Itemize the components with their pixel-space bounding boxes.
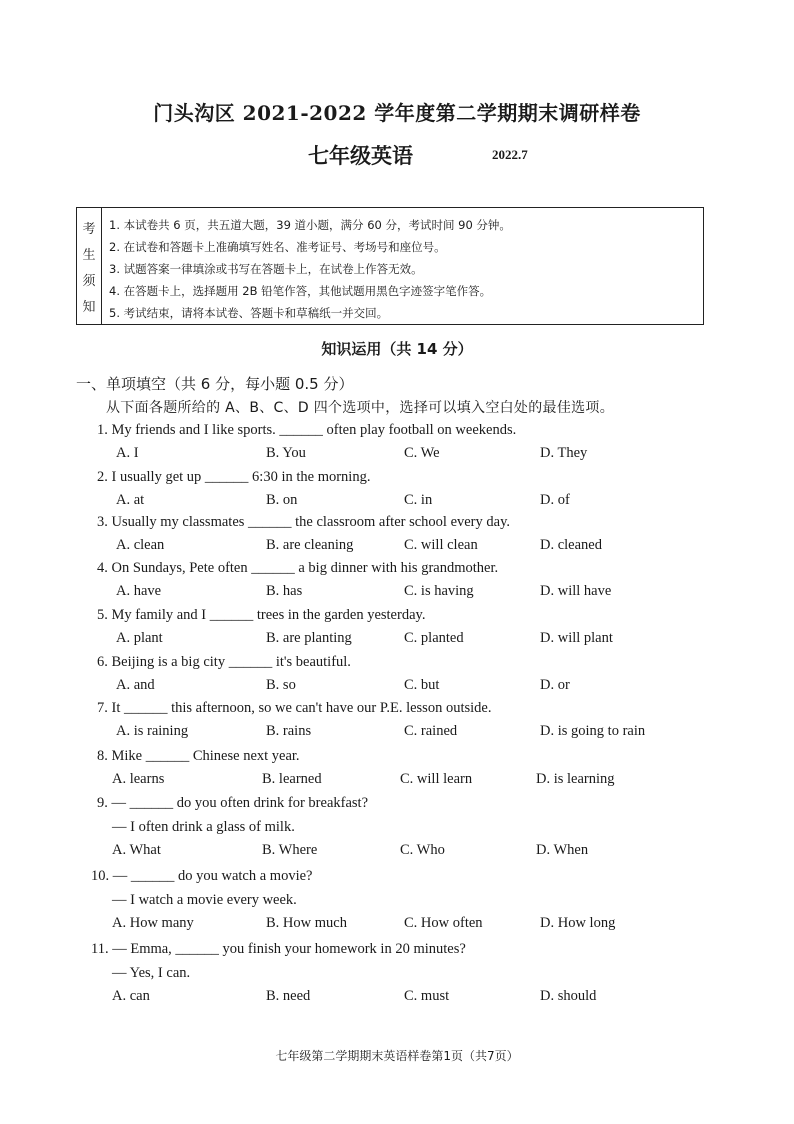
- answer-option: D. They: [540, 445, 588, 461]
- notice-label-char: 知: [82, 299, 96, 315]
- page-footer: 七年级第二学期期末英语样卷第1页（共7页）: [275, 1049, 519, 1063]
- notice-item: 3. 试题答案一律填涂或书写在答题卡上，在试卷上作答无效。: [109, 262, 423, 276]
- answer-option: C. will learn: [400, 771, 473, 787]
- notice-label-char: 须: [82, 273, 96, 289]
- answer-option: B. on: [266, 492, 298, 508]
- notice-label: [77, 208, 102, 324]
- question-dialogue-line: — Yes, I can.: [112, 965, 191, 981]
- question-stem: 4. On Sundays, Pete often ______ a big dinner with his grandmother.: [97, 560, 499, 576]
- answer-option: A. I: [116, 445, 139, 461]
- answer-option: C. We: [404, 445, 440, 461]
- answer-option: A. can: [112, 988, 150, 1004]
- answer-option: C. rained: [404, 723, 458, 739]
- answer-option: B. rains: [266, 723, 312, 739]
- answer-option: A. is raining: [116, 723, 189, 739]
- answer-option: A. have: [116, 583, 162, 599]
- question-stem: 7. It ______ this afternoon, so we can't have our P.E. lesson outside.: [97, 700, 492, 716]
- answer-option: D. will have: [540, 583, 612, 599]
- answer-option: D. of: [540, 492, 570, 508]
- notice-label-char: 生: [82, 247, 96, 263]
- question-stem: 11. — Emma, ______ you finish your homework in 20 minutes?: [91, 941, 466, 957]
- answer-option: B. so: [266, 677, 296, 693]
- answer-option: B. has: [266, 583, 303, 599]
- answer-option: B. How much: [266, 915, 347, 931]
- answer-option: C. planted: [404, 630, 464, 646]
- answer-option: C. in: [404, 492, 433, 508]
- question-stem: 5. My family and I ______ trees in the garden yesterday.: [97, 607, 426, 623]
- question-stem: 8. Mike ______ Chinese next year.: [97, 748, 300, 764]
- answer-option: C. will clean: [404, 537, 478, 553]
- answer-option: A. clean: [116, 537, 165, 553]
- notice-items: [109, 214, 695, 324]
- question-stem: 10. — ______ do you watch a movie?: [91, 868, 313, 884]
- section-title: 知识运用（共 14 分）: [321, 340, 473, 358]
- answer-option: C. but: [404, 677, 440, 693]
- question-stem: 2. I usually get up ______ 6:30 in the morning.: [97, 469, 371, 485]
- notice-item: 4. 在答题卡上，选择题用 2B 铅笔作答，其他试题用黑色字迹签字笔作答。: [109, 284, 492, 298]
- notice-item: 1. 本试卷共 6 页，共五道大题，39 道小题，满分 60 分，考试时间 90 分钟。: [109, 218, 511, 232]
- exam-date: 2022.7: [492, 147, 528, 162]
- part-title: 一、单项填空（共 6 分，每小题 0.5 分）: [76, 375, 354, 393]
- answer-option: C. is having: [404, 583, 474, 599]
- answer-option: A. learns: [112, 771, 165, 787]
- answer-option: C. Who: [400, 842, 445, 858]
- answer-option: D. When: [536, 842, 589, 858]
- answer-option: B. You: [266, 445, 306, 461]
- question-stem: 1. My friends and I like sports. ______ often play football on weekends.: [97, 422, 517, 438]
- subtitle-row: [0, 140, 794, 170]
- question-stem: 9. — ______ do you often drink for breakfast?: [97, 795, 369, 811]
- answer-option: D. is learning: [536, 771, 615, 787]
- exam-subtitle: 七年级英语: [308, 143, 413, 168]
- answer-option: A. What: [112, 842, 161, 858]
- instruction-text: 从下面各题所给的 A、B、C、D 四个选项中，选择可以填入空白处的最佳选项。: [106, 400, 615, 416]
- answer-option: B. learned: [262, 771, 322, 787]
- answer-option: D. should: [540, 988, 597, 1004]
- question-stem: 6. Beijing is a big city ______ it's beautiful.: [97, 654, 351, 670]
- answer-option: C. How often: [404, 915, 483, 931]
- question-dialogue-line: — I often drink a glass of milk.: [112, 819, 295, 835]
- answer-option: A. plant: [116, 630, 163, 646]
- answer-option: B. are cleaning: [266, 537, 354, 553]
- answer-option: A. at: [116, 492, 145, 508]
- answer-option: B. Where: [262, 842, 318, 858]
- answer-option: C. must: [404, 988, 450, 1004]
- answer-option: B. need: [266, 988, 311, 1004]
- answer-option: D. cleaned: [540, 537, 602, 553]
- question-dialogue-line: — I watch a movie every week.: [112, 892, 297, 908]
- notice-item: 2. 在试卷和答题卡上准确填写姓名、准考证号、考场号和座位号。: [109, 240, 446, 254]
- answer-option: B. are planting: [266, 630, 352, 646]
- answer-option: A. and: [116, 677, 155, 693]
- candidate-notice-box: [76, 207, 704, 325]
- exam-title: 门头沟区 2021-2022 学年度第二学期期末调研样卷: [153, 101, 641, 125]
- question-stem: 3. Usually my classmates ______ the classroom after school every day.: [97, 514, 511, 530]
- notice-item: 5. 考试结束，请将本试卷、答题卡和草稿纸一并交回。: [109, 306, 389, 320]
- answer-option: A. How many: [112, 915, 194, 931]
- notice-label-char: 考: [82, 221, 96, 237]
- answer-option: D. or: [540, 677, 570, 693]
- answer-option: D. will plant: [540, 630, 613, 646]
- answer-option: D. How long: [540, 915, 616, 931]
- answer-option: D. is going to rain: [540, 723, 646, 739]
